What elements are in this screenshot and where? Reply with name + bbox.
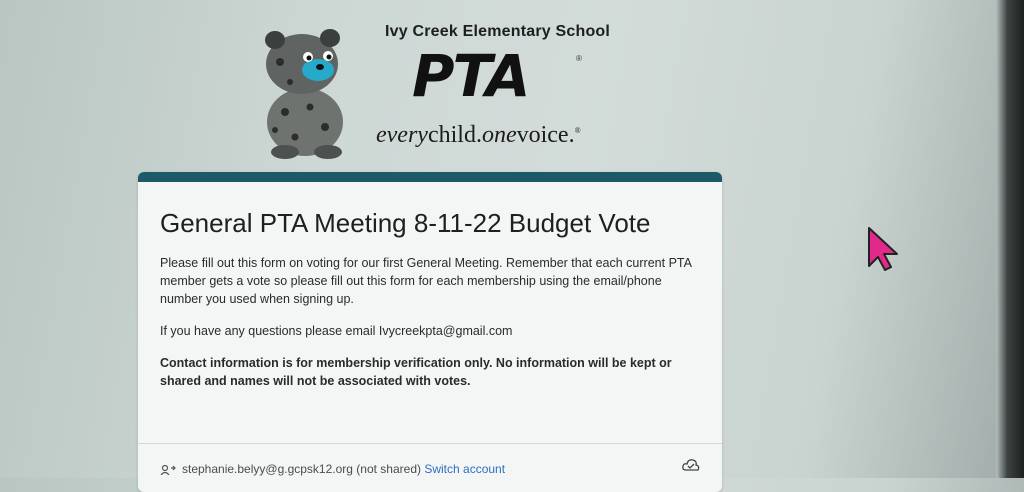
description-contact-email: If you have any questions please email Ivycreekpta@gmail.com — [160, 324, 513, 338]
account-switch-icon — [160, 465, 176, 475]
account-row — [160, 462, 505, 476]
mouse-cursor-icon — [866, 226, 902, 272]
cloud-save-icon — [682, 458, 700, 472]
tagline-every: every — [376, 122, 428, 148]
switch-account-link[interactable]: Switch account — [424, 462, 506, 476]
school-name: Ivy Creek Elementary School — [385, 23, 611, 40]
description-paragraph: Please fill out this form on voting for our first General Meeting. Remember that each current PTA member gets a vote so please fill out this form for each membership using the email/phone number you used when signing up. — [160, 256, 692, 306]
tagline-registered-mark: ® — [574, 126, 581, 135]
form-accent-bar — [138, 172, 722, 182]
divider — [138, 443, 722, 444]
tagline-child: child. — [427, 122, 482, 148]
form-card — [138, 172, 722, 492]
tagline-voice: voice. — [516, 122, 575, 148]
logo-registered-mark: ® — [576, 54, 582, 63]
monitor-bezel — [996, 0, 1024, 478]
pta-logo: PTA — [412, 42, 529, 110]
tagline-one: one — [481, 122, 517, 148]
pta-tagline — [376, 122, 581, 149]
account-email: stephanie.belyy@g.gcpsk12.org (not shared) — [182, 462, 421, 476]
form-header — [250, 12, 670, 177]
jaguar-mascot-icon — [250, 12, 360, 162]
description-privacy-note: Contact information is for membership verification only. No information will be kept or shared and names will not be associated with votes. — [160, 356, 672, 388]
form-title: General PTA Meeting 8-11-22 Budget Vote — [160, 208, 651, 238]
form-description — [160, 254, 700, 390]
